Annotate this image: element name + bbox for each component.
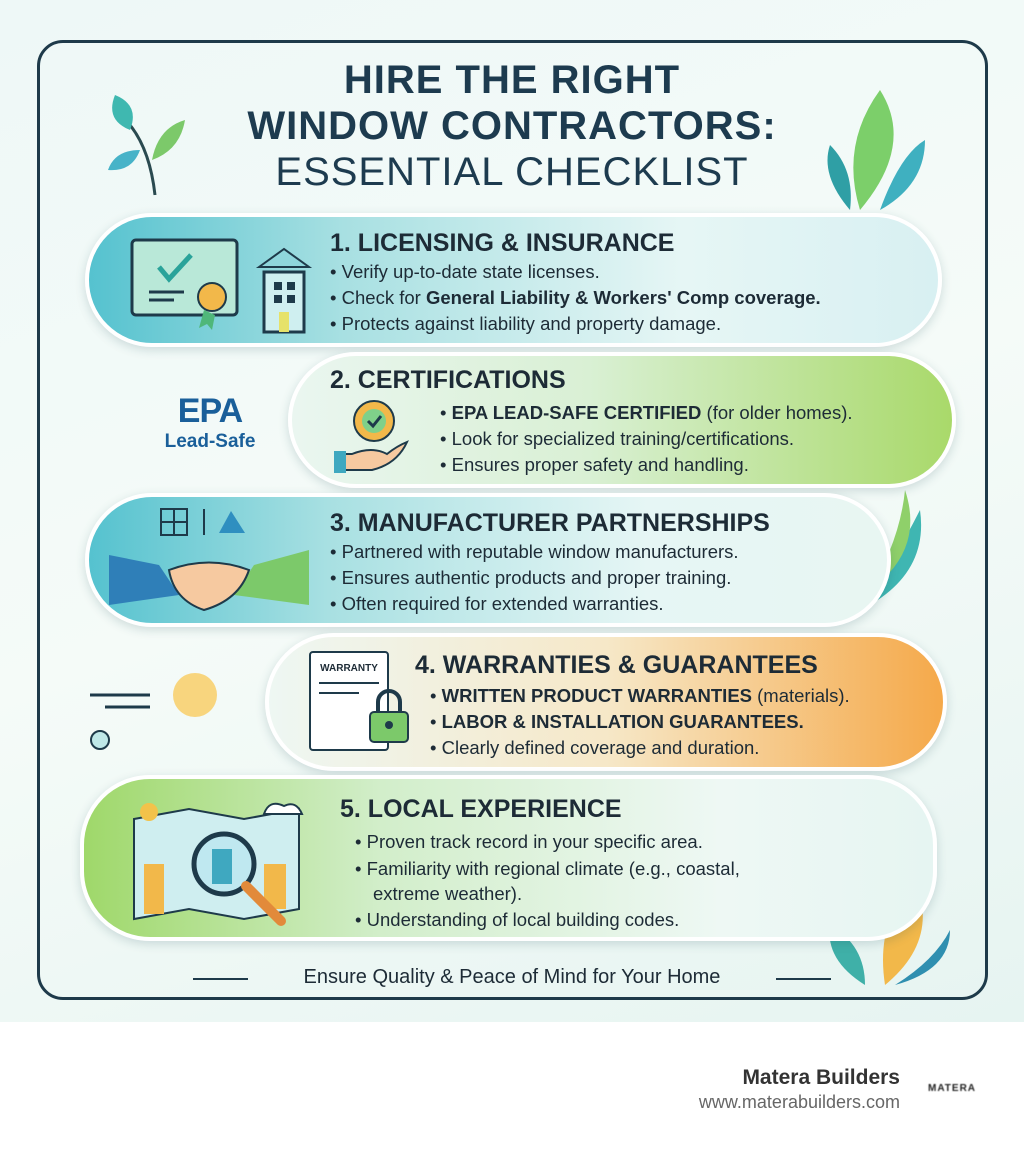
- bullet: [430, 711, 804, 733]
- bullet: [330, 287, 821, 309]
- bullet: • Protects against liability and property damage.: [330, 313, 721, 335]
- bullet: • Often required for extended warranties.: [330, 593, 664, 615]
- lead-safe-text: Lead-Safe: [164, 431, 256, 452]
- leaf-icon: [820, 85, 930, 215]
- section-manufacturer: [85, 493, 891, 627]
- padlock-icon: [364, 687, 414, 747]
- tagline: Ensure Quality & Peace of Mind for Your Home: [303, 966, 721, 988]
- footer-brand: Matera Builders: [742, 1066, 900, 1089]
- bullet-bold: WRITTEN PRODUCT WARRANTIES: [441, 685, 752, 706]
- section-certifications: [288, 352, 956, 488]
- bullet: • Verify up-to-date state licenses.: [330, 261, 600, 283]
- section-heading: 2. CERTIFICATIONS: [330, 366, 566, 394]
- bullet-text: Check for: [341, 287, 426, 308]
- section-heading: 5. LOCAL EXPERIENCE: [340, 795, 622, 823]
- bullet-bold: General Liability & Workers' Comp coverage.: [425, 287, 821, 308]
- section-heading: 4. WARRANTIES & GUARANTEES: [415, 651, 818, 679]
- title-line-1: HIRE THE RIGHT: [343, 58, 681, 102]
- bullet: • Ensures authentic products and proper training.: [330, 567, 731, 589]
- certificate-building-icon: [124, 232, 344, 337]
- bullet: • Clearly defined coverage and duration.: [430, 737, 759, 759]
- section-licensing: [85, 213, 942, 347]
- warranty-label: WARRANTY: [320, 663, 378, 674]
- bullet: • Understanding of local building codes.: [355, 909, 679, 931]
- title-line-3: ESSENTIAL CHECKLIST: [275, 150, 749, 194]
- epa-logo-text: EPA: [177, 392, 243, 430]
- bullet-continuation: extreme weather).: [373, 883, 523, 904]
- section-heading: 3. MANUFACTURER PARTNERSHIPS: [330, 509, 770, 537]
- map-magnifier-icon: [124, 794, 324, 934]
- bullet-text: (materials).: [752, 685, 850, 706]
- bullet: • Proven track record in your specific area.: [355, 831, 703, 853]
- bullet: • Familiarity with regional climate (e.g., coastal,: [355, 858, 740, 880]
- bullet-text: (for older homes).: [701, 402, 853, 423]
- bullet: • Look for specialized training/certifications.: [440, 428, 794, 450]
- epa-lead-safe-logo: [150, 392, 270, 453]
- bullet: [430, 685, 850, 707]
- leaf-icon: [100, 90, 200, 200]
- footer-url[interactable]: www.materabuilders.com: [698, 1092, 900, 1112]
- handshake-icon: [109, 505, 309, 625]
- matera-logo: MATERA: [928, 1083, 977, 1094]
- certified-badge-hand-icon: [332, 396, 412, 476]
- title-line-2: WINDOW CONTRACTORS:: [247, 104, 777, 148]
- bullet: [440, 402, 853, 424]
- bullet-bold: LABOR & INSTALLATION GUARANTEES.: [441, 711, 804, 732]
- divider: [776, 978, 831, 980]
- section-local-experience: [80, 775, 937, 941]
- sun-sparkle-decoration: [90, 645, 240, 755]
- bullet-bold: EPA LEAD-SAFE CERTIFIED: [451, 402, 702, 423]
- section-heading: 1. LICENSING & INSURANCE: [330, 229, 675, 257]
- section-warranties: [265, 633, 947, 771]
- bullet: • Ensures proper safety and handling.: [440, 454, 749, 476]
- bullet: • Partnered with reputable window manufacturers.: [330, 541, 739, 563]
